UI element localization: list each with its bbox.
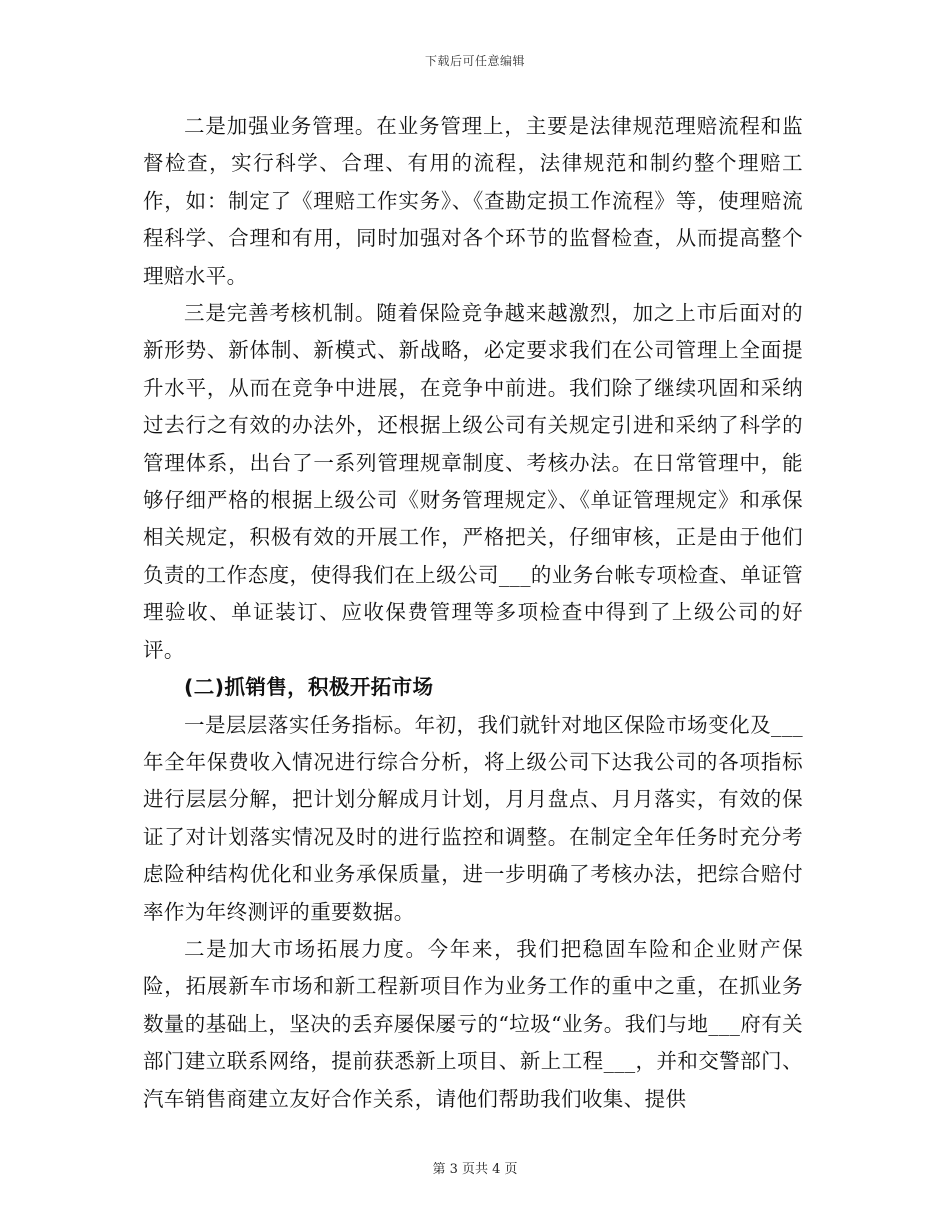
paragraph-task-indicators: 一是层层落实任务指标。年初，我们就针对地区保险市场变化及___年全年保费收入情况进行综合分析，将上级公司下达我公司的各项指标进行层层分解，把计划分解成月计划，月月盘点、月月落实，有效的保证了对计划落实情况及时的进行监控和调整。在制定全年任务时充分考虑险种结构优化和业务承保质量，进一步明确了考核办法，把综合赔付率作为年终测评的重要数据。 <box>143 712 803 924</box>
paragraph-business-management: 二是加强业务管理。在业务管理上，主要是法律规范理赔流程和监督检查，实行科学、合理、有用的流程，法律规范和制约整个理赔工作，如：制定了《理赔工作实务》、《查勘定损工作流程》等，使理赔流程科学、合理和有用，同时加强对各个环节的监督检查，从而提高整个理赔水平。 <box>143 114 803 288</box>
document-body <box>143 108 803 1118</box>
page-footer: 第 3 页共 4 页 <box>432 1162 518 1177</box>
paragraph-market-expansion: 二是加大市场拓展力度。今年来，我们把稳固车险和企业财产保险，拓展新车市场和新工程新项目作为业务工作的重中之重，在抓业务数量的基础上，坚决的丢弃屡保屡亏的“垃圾“业务。我们与地___府有关部门建立联系网络，提前获悉新上项目、新上工程___，并和交警部门、汽车销售商建立友好合作关系，请他们帮助我们收集、提供 <box>143 936 803 1111</box>
paragraph-assessment-mechanism: 三是完善考核机制。随着保险竞争越来越激烈，加之上市后面对的新形势、新体制、新模式、新战略，必定要求我们在公司管理上全面提升水平，从而在竞争中进展，在竞争中前进。我们除了继续巩固和采纳过去行之有效的办法外，还根据上级公司有关规定引进和采纳了科学的管理体系，出台了一系列管理规章制度、考核办法。在日常管理中，能够仔细严格的根据上级公司《财务管理规定》、《单证管理规定》和承保相关规定，积极有效的开展工作，严格把关，仔细审核，正是由于他们负责的工作态度，使得我们在上级公司___的业务台帐专项检查、单证管理验收、单证装订、应收保费管理等多项检查中得到了上级公司的好评。 <box>143 301 803 662</box>
section-heading-sales: (二)抓销售，积极开拓市场 <box>184 675 434 700</box>
page-header: 下载后可任意编辑 <box>424 54 525 68</box>
